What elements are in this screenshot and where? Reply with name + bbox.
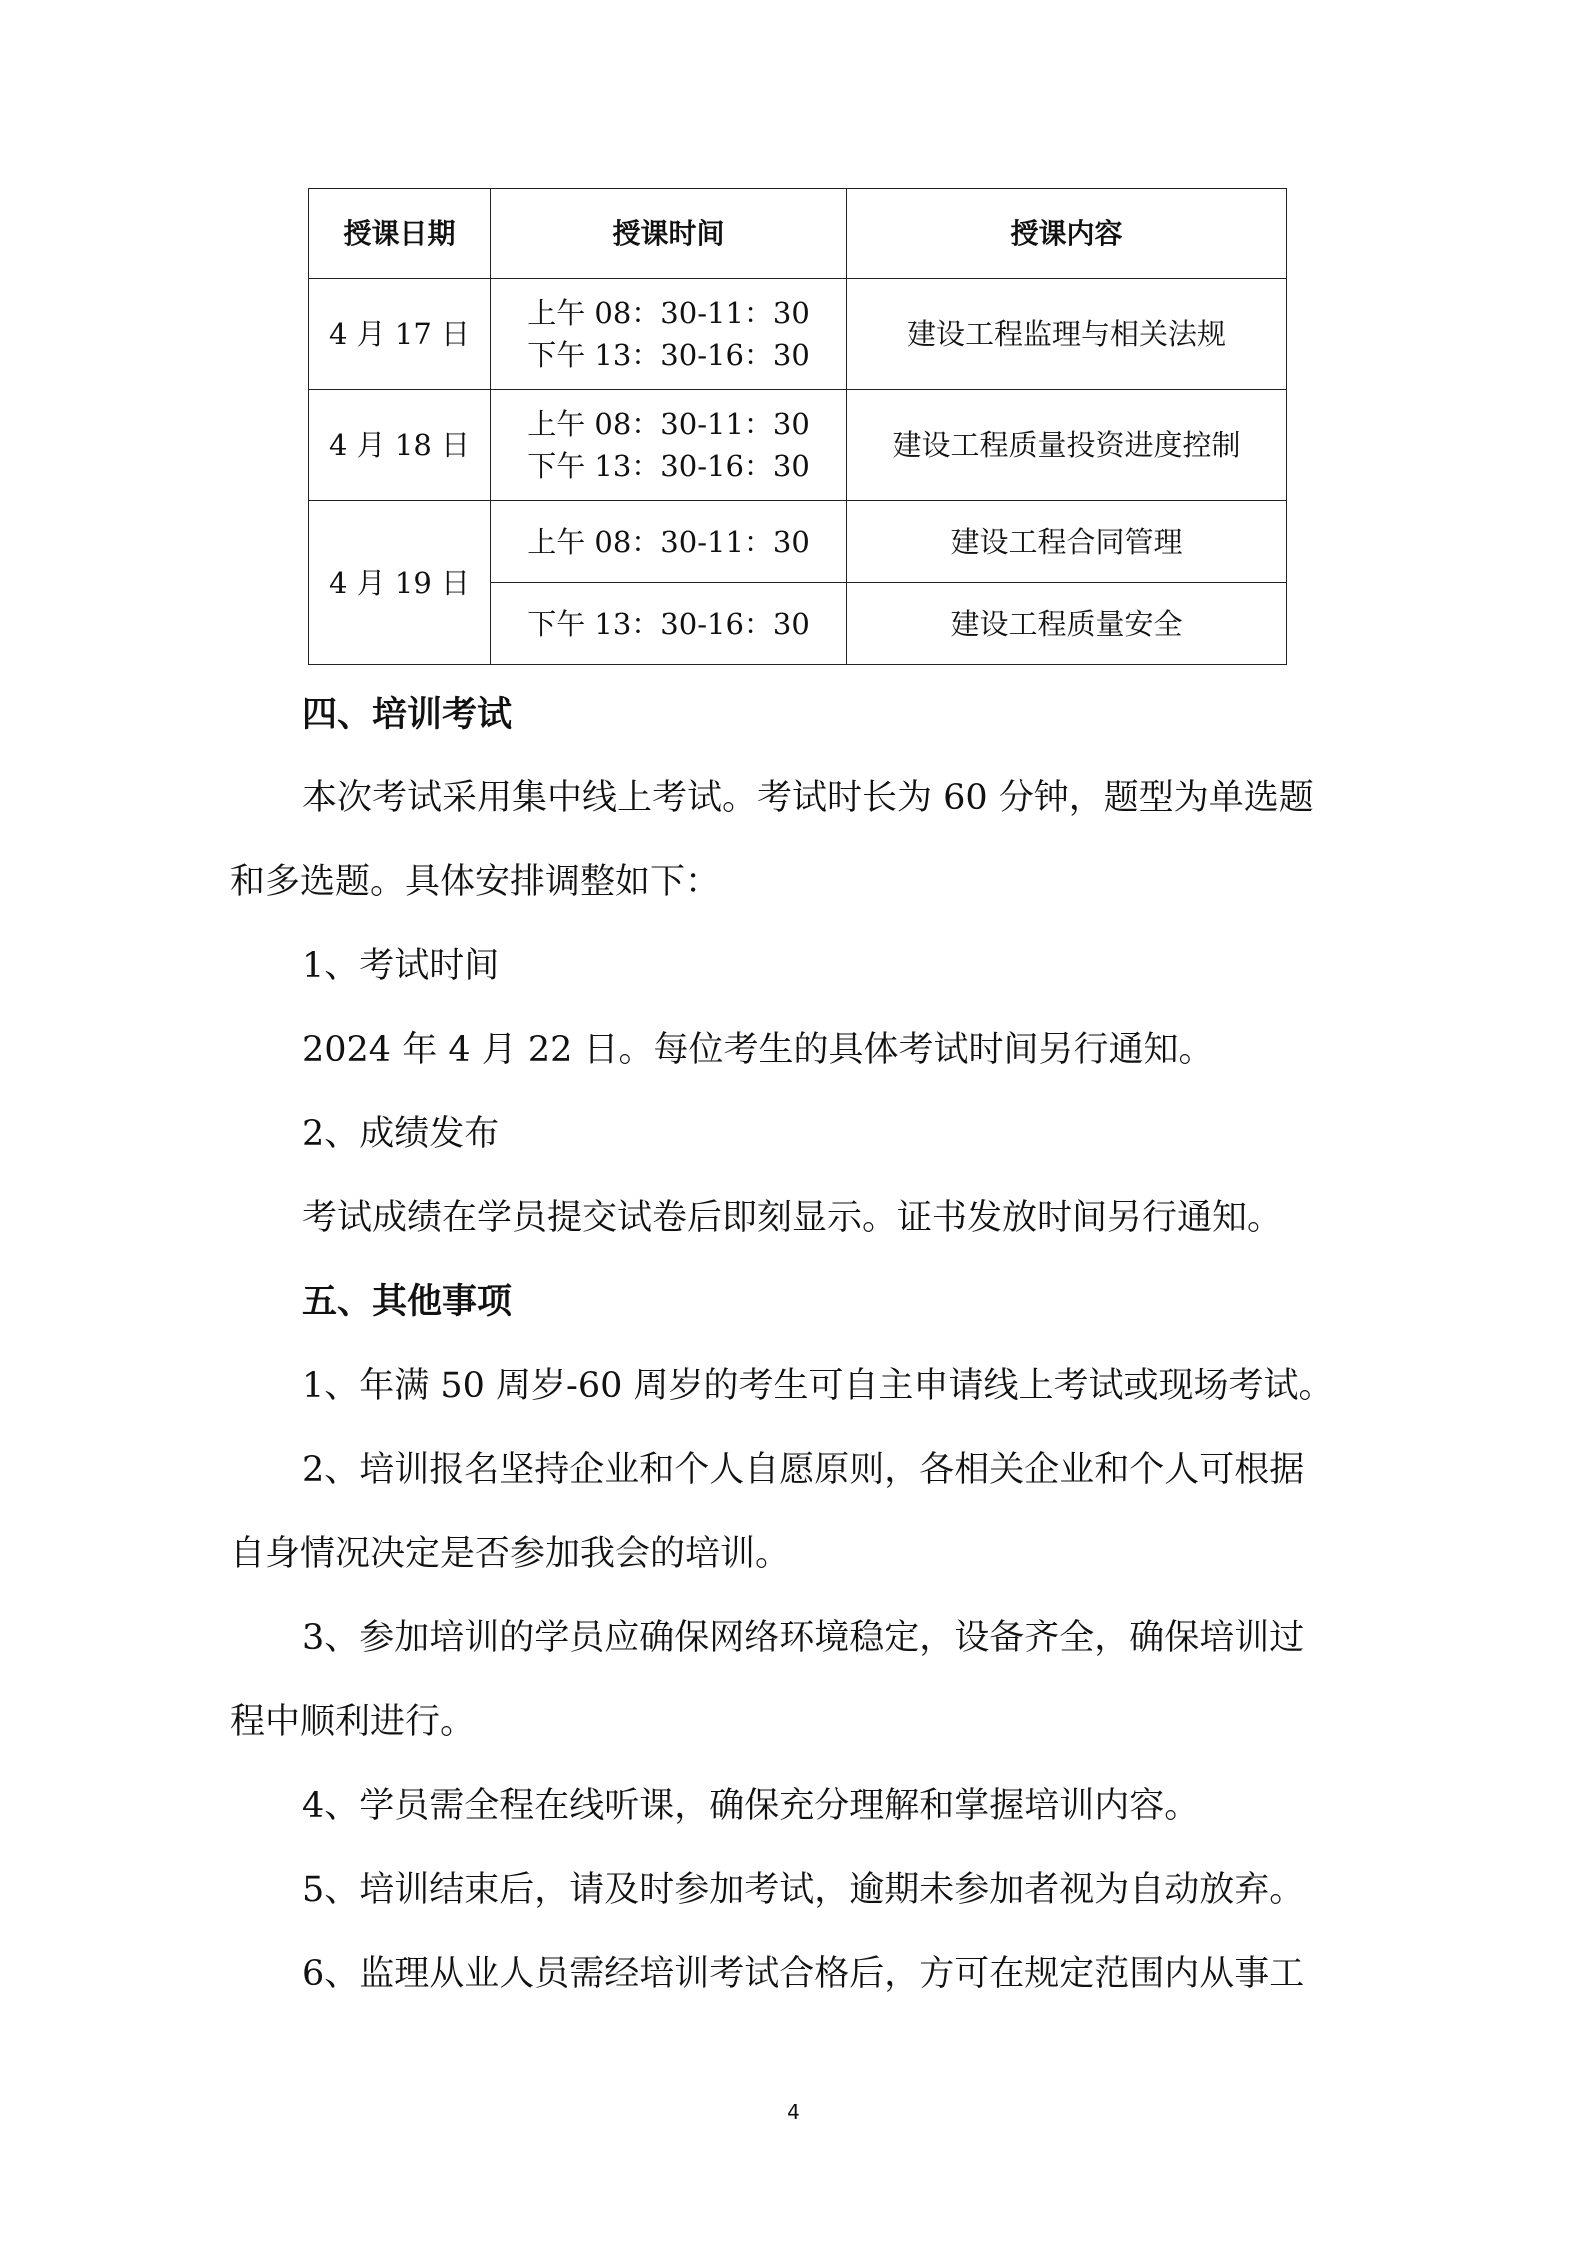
row-content: 建设工程质量投资进度控制 <box>847 390 1287 501</box>
header-date: 授课日期 <box>309 189 491 279</box>
row-content: 建设工程合同管理 <box>847 501 1287 583</box>
other-item-1: 1、年满 50 周岁-60 周岁的考生可自主申请线上考试或现场考试。 <box>302 1366 1334 1406</box>
exam-time-title: 1、考试时间 <box>302 946 500 986</box>
results-text: 考试成绩在学员提交试卷后即刻显示。证书发放时间另行通知。 <box>302 1198 1283 1238</box>
row-time: 下午 13：30-16：30 <box>491 583 847 665</box>
section4-intro-line2: 和多选题。具体安排调整如下： <box>230 862 721 902</box>
time-afternoon: 下午 13：30-16：30 <box>527 338 810 372</box>
row-time: 上午 08：30-11：30 <box>491 501 847 583</box>
row-date: 4 月 19 日 <box>309 501 491 665</box>
results-title: 2、成绩发布 <box>302 1114 500 1154</box>
section4-intro-line1: 本次考试采用集中线上考试。考试时长为 60 分钟，题型为单选题 <box>302 778 1314 818</box>
header-content: 授课内容 <box>847 189 1287 279</box>
other-item-5: 5、培训结束后，请及时参加考试，逾期未参加者视为自动放弃。 <box>302 1870 1305 1910</box>
exam-time-text: 2024 年 4 月 22 日。每位考生的具体考试时间另行通知。 <box>302 1030 1214 1070</box>
table-row <box>309 390 1287 501</box>
row-content: 建设工程质量安全 <box>847 583 1287 665</box>
table-row <box>309 501 1287 583</box>
page-number: 4 <box>787 2100 800 2124</box>
row-time <box>491 279 847 390</box>
row-content: 建设工程监理与相关法规 <box>847 279 1287 390</box>
table-header-row <box>309 189 1287 279</box>
section5-heading: 五、其他事项 <box>302 1281 513 1322</box>
other-item-3-line2: 程中顺利进行。 <box>230 1702 476 1742</box>
training-schedule-table <box>308 188 1287 665</box>
table-row <box>309 279 1287 390</box>
row-date: 4 月 17 日 <box>309 279 491 390</box>
other-item-3-line1: 3、参加培训的学员应确保网络环境稳定，设备齐全，确保培训过 <box>302 1618 1305 1658</box>
section4-heading: 四、培训考试 <box>302 694 513 735</box>
header-time: 授课时间 <box>491 189 847 279</box>
other-item-2-line2: 自身情况决定是否参加我会的培训。 <box>230 1534 791 1574</box>
time-afternoon: 下午 13：30-16：30 <box>527 449 810 483</box>
row-date: 4 月 18 日 <box>309 390 491 501</box>
row-time <box>491 390 847 501</box>
other-item-4: 4、学员需全程在线听课，确保充分理解和掌握培训内容。 <box>302 1786 1200 1826</box>
time-morning: 上午 08：30-11：30 <box>527 296 810 330</box>
time-morning: 上午 08：30-11：30 <box>527 407 810 441</box>
other-item-2-line1: 2、培训报名坚持企业和个人自愿原则，各相关企业和个人可根据 <box>302 1450 1305 1490</box>
other-item-6-line1: 6、监理从业人员需经培训考试合格后，方可在规定范围内从事工 <box>302 1954 1305 1994</box>
